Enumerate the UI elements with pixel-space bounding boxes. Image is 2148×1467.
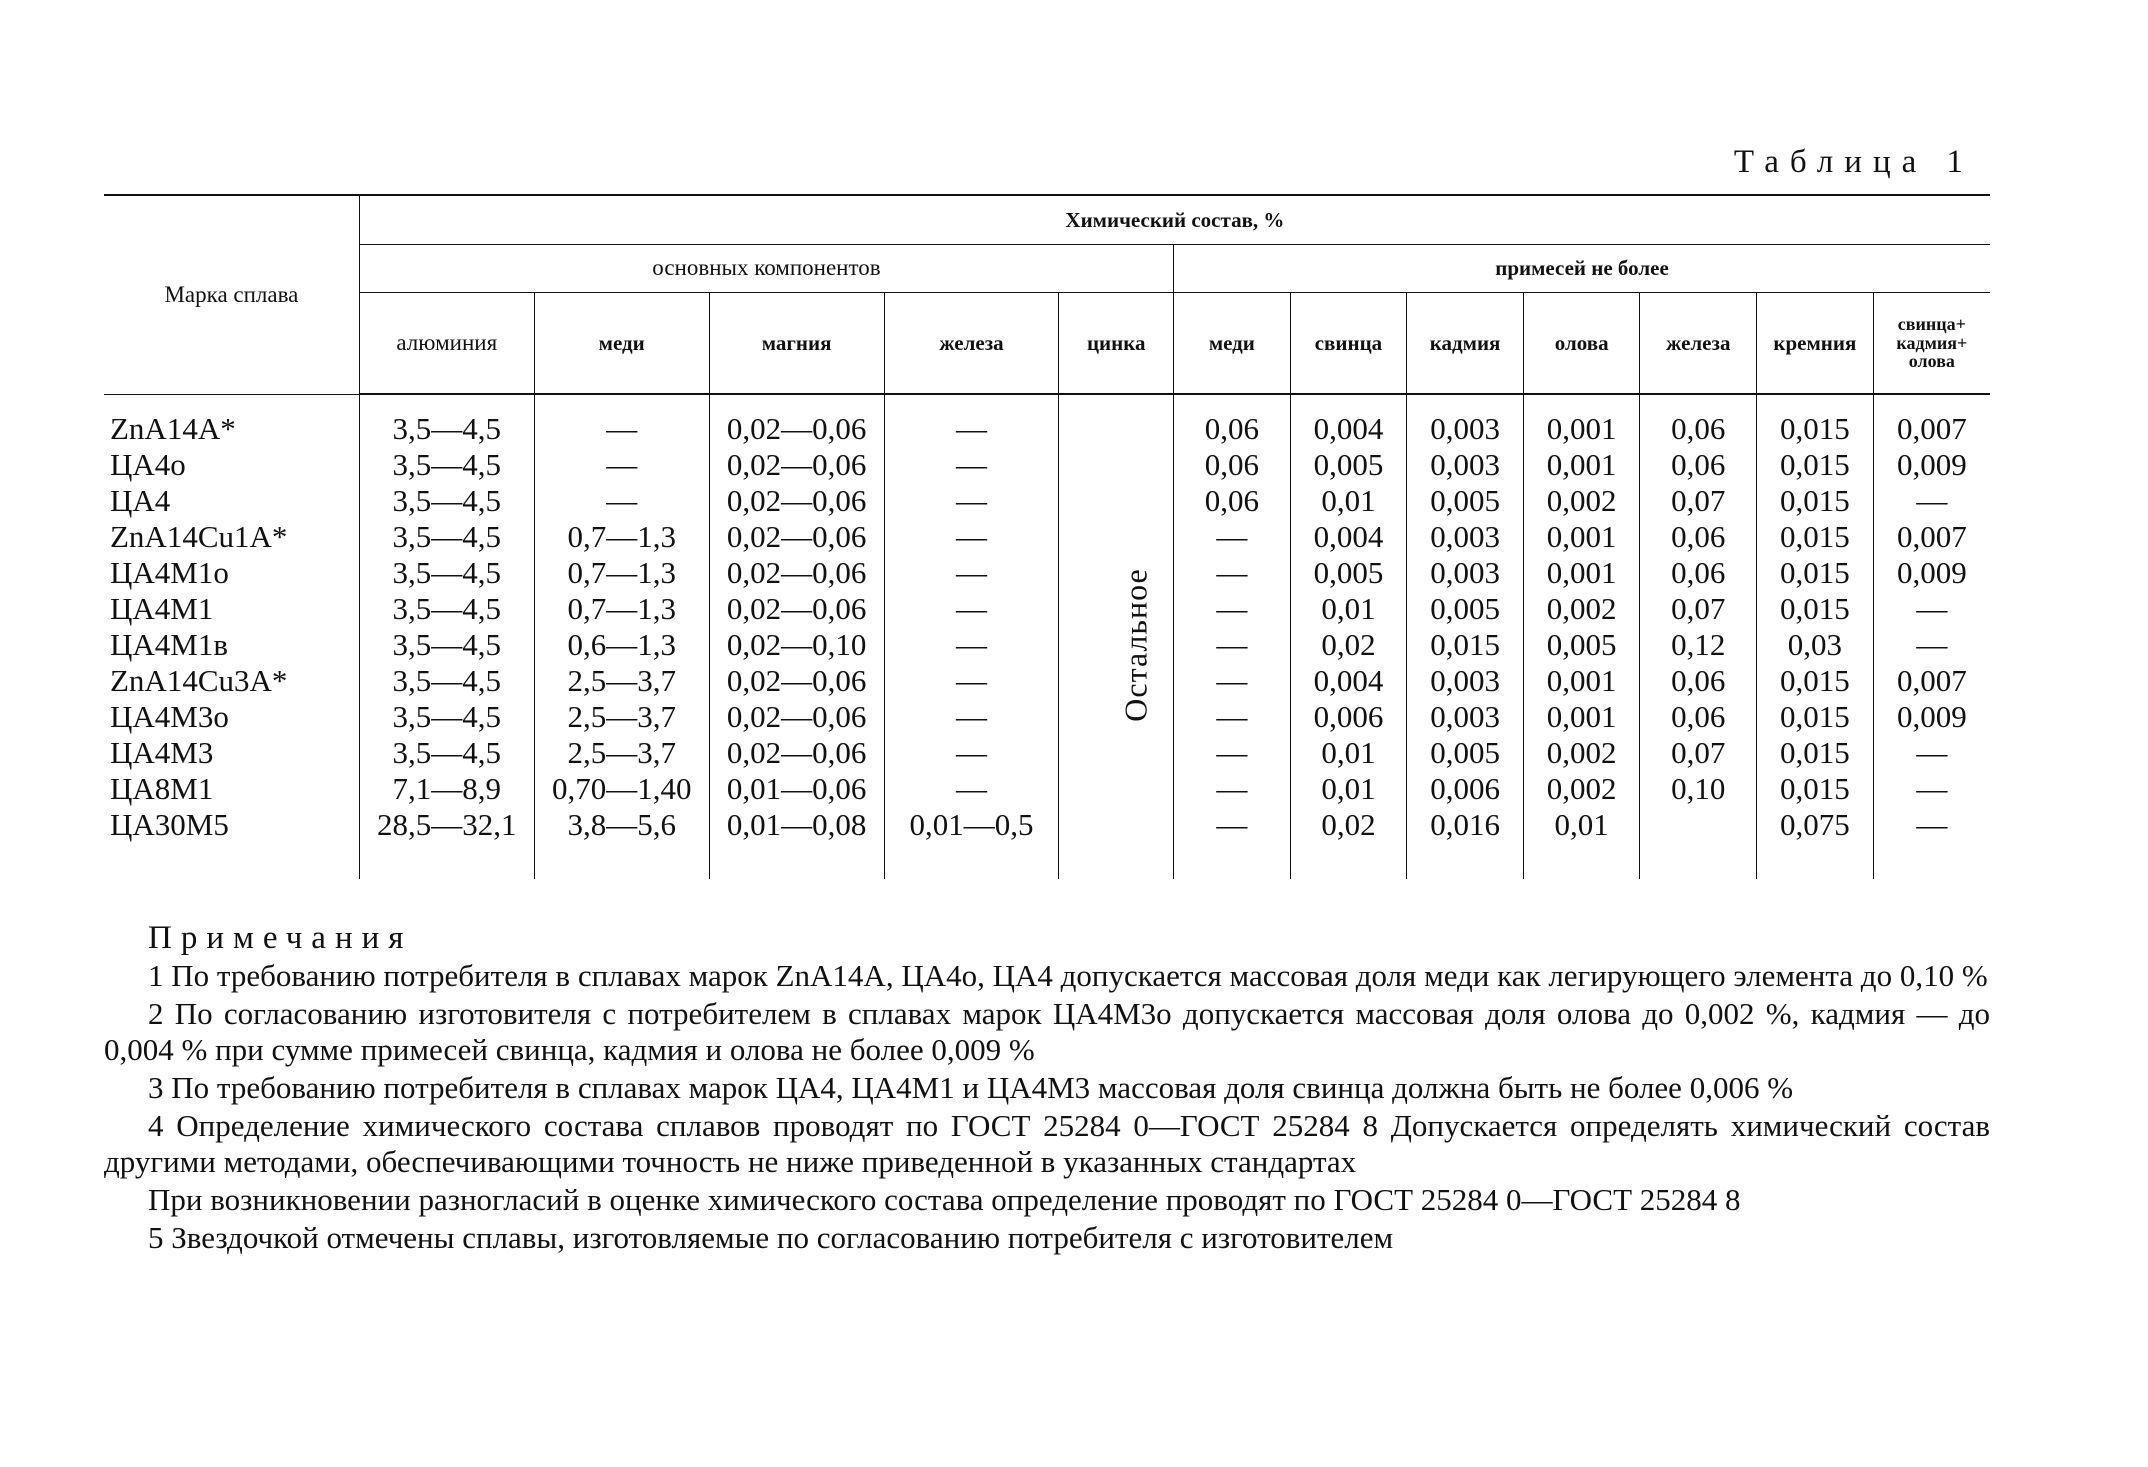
empty-cell xyxy=(1640,843,1757,879)
cell-grade: ЦА30М5 xyxy=(104,807,359,843)
cell-grade: ЦА8М1 xyxy=(104,771,359,807)
cell-copper: 2,5—3,7 xyxy=(534,663,709,699)
empty-cell xyxy=(534,843,709,879)
cell-imp-iron: 0,06 xyxy=(1640,519,1757,555)
cell-imp-copper: — xyxy=(1174,663,1291,699)
cell-iron: — xyxy=(884,394,1059,447)
note-2: 2 По согласованию изготовителя с потребителем в сплавах марок ЦА4М3о допускается массовая доля олова до 0,002 %, кадмия — до 0,004 % при сумме примесей свинца, кадмия и олова не более 0,009 % xyxy=(104,996,1990,1067)
cell-imp-cadmium: 0,015 xyxy=(1407,627,1524,663)
table-body xyxy=(104,394,1990,879)
header-magnesium: магния xyxy=(709,293,884,395)
cell-magnesium: 0,02—0,06 xyxy=(709,519,884,555)
cell-imp-tin: 0,002 xyxy=(1523,483,1640,519)
cell-imp-tin: 0,002 xyxy=(1523,735,1640,771)
cell-iron: — xyxy=(884,699,1059,735)
header-imp-tin: олова xyxy=(1523,293,1640,395)
cell-imp-sum: — xyxy=(1873,807,1990,843)
cell-imp-sum: — xyxy=(1873,771,1990,807)
table-row xyxy=(104,519,1990,555)
cell-imp-lead: 0,004 xyxy=(1290,394,1407,447)
cell-imp-iron: 0,06 xyxy=(1640,555,1757,591)
empty-cell xyxy=(1757,843,1874,879)
cell-imp-sum: 0,007 xyxy=(1873,663,1990,699)
cell-copper: 0,7—1,3 xyxy=(534,555,709,591)
cell-grade: ZnA14A* xyxy=(104,394,359,447)
cell-aluminium: 28,5—32,1 xyxy=(359,807,534,843)
cell-imp-tin: 0,001 xyxy=(1523,447,1640,483)
table-filler-row xyxy=(104,843,1990,879)
cell-magnesium: 0,02—0,06 xyxy=(709,555,884,591)
cell-aluminium: 3,5—4,5 xyxy=(359,735,534,771)
cell-imp-sum: 0,009 xyxy=(1873,699,1990,735)
cell-imp-cadmium: 0,003 xyxy=(1407,699,1524,735)
cell-imp-lead: 0,006 xyxy=(1290,699,1407,735)
cell-imp-cadmium: 0,003 xyxy=(1407,519,1524,555)
cell-grade: ЦА4 xyxy=(104,483,359,519)
empty-cell xyxy=(1873,843,1990,879)
cell-imp-lead: 0,005 xyxy=(1290,447,1407,483)
cell-aluminium: 3,5—4,5 xyxy=(359,394,534,447)
cell-grade: ZnA14Cu3A* xyxy=(104,663,359,699)
cell-grade: ЦА4М3 xyxy=(104,735,359,771)
cell-grade: ЦА4М3о xyxy=(104,699,359,735)
cell-magnesium: 0,02—0,06 xyxy=(709,447,884,483)
cell-copper: 2,5—3,7 xyxy=(534,699,709,735)
empty-cell xyxy=(1523,843,1640,879)
note-5: 5 Звездочкой отмечены сплавы, изготовляемые по согласованию потребителя с изготовителем xyxy=(148,1220,1394,1255)
cell-imp-copper: — xyxy=(1174,771,1291,807)
table-row xyxy=(104,771,1990,807)
cell-aluminium: 3,5—4,5 xyxy=(359,663,534,699)
cell-imp-cadmium: 0,003 xyxy=(1407,447,1524,483)
cell-aluminium: 3,5—4,5 xyxy=(359,627,534,663)
table-row xyxy=(104,699,1990,735)
header-zinc: цинка xyxy=(1059,293,1174,395)
cell-imp-silicon: 0,015 xyxy=(1757,591,1874,627)
cell-magnesium: 0,02—0,06 xyxy=(709,663,884,699)
cell-iron: — xyxy=(884,447,1059,483)
cell-iron: — xyxy=(884,771,1059,807)
cell-imp-silicon: 0,075 xyxy=(1757,807,1874,843)
cell-magnesium: 0,02—0,06 xyxy=(709,735,884,771)
cell-grade: ЦА4о xyxy=(104,447,359,483)
table-row xyxy=(104,807,1990,843)
cell-imp-sum: — xyxy=(1873,483,1990,519)
cell-imp-cadmium: 0,003 xyxy=(1407,555,1524,591)
header-imp-copper: меди xyxy=(1174,293,1291,395)
cell-imp-iron: 0,07 xyxy=(1640,735,1757,771)
cell-zinc xyxy=(1059,394,1174,879)
cell-imp-cadmium: 0,005 xyxy=(1407,591,1524,627)
header-chemical-composition: Химический состав, % xyxy=(359,195,1990,245)
note-1: 1 По требованию потребителя в сплавах марок ZnA14A, ЦА4о, ЦА4 допускается массовая доля меди как легирующего элемента до 0,10 % xyxy=(148,958,1988,993)
header-grade: Марка сплава xyxy=(104,195,359,394)
table-row xyxy=(104,735,1990,771)
cell-imp-copper: — xyxy=(1174,519,1291,555)
cell-magnesium: 0,02—0,06 xyxy=(709,394,884,447)
cell-imp-copper: — xyxy=(1174,699,1291,735)
note-4: 4 Определение химического состава сплавов проводят по ГОСТ 25284 0—ГОСТ 25284 8 Допускается определять химический состав другими методами, обеспечивающими точность не ниже приведенной в указанных стандартах xyxy=(104,1108,1990,1179)
notes-section xyxy=(104,920,1990,1258)
cell-imp-lead: 0,01 xyxy=(1290,771,1407,807)
cell-imp-copper: — xyxy=(1174,807,1291,843)
table-row xyxy=(104,483,1990,519)
cell-magnesium: 0,02—0,06 xyxy=(709,699,884,735)
header-imp-lead: свинца xyxy=(1290,293,1407,395)
empty-cell xyxy=(884,843,1059,879)
cell-imp-lead: 0,01 xyxy=(1290,483,1407,519)
cell-imp-tin: 0,001 xyxy=(1523,394,1640,447)
table-row xyxy=(104,591,1990,627)
cell-copper: 0,70—1,40 xyxy=(534,771,709,807)
cell-imp-sum: — xyxy=(1873,591,1990,627)
cell-iron: — xyxy=(884,591,1059,627)
cell-imp-copper: — xyxy=(1174,627,1291,663)
cell-imp-sum: 0,009 xyxy=(1873,447,1990,483)
cell-imp-silicon: 0,015 xyxy=(1757,663,1874,699)
header-copper: меди xyxy=(534,293,709,395)
cell-grade: ЦА4М1о xyxy=(104,555,359,591)
cell-imp-cadmium: 0,003 xyxy=(1407,394,1524,447)
empty-cell xyxy=(1407,843,1524,879)
cell-grade: ЦА4М1в xyxy=(104,627,359,663)
cell-iron: — xyxy=(884,627,1059,663)
header-impurities: примесей не более xyxy=(1174,245,1990,293)
cell-imp-silicon: 0,015 xyxy=(1757,447,1874,483)
cell-imp-copper: 0,06 xyxy=(1174,483,1291,519)
cell-iron: — xyxy=(884,483,1059,519)
table-row xyxy=(104,627,1990,663)
cell-imp-cadmium: 0,005 xyxy=(1407,483,1524,519)
note-3: 3 По требованию потребителя в сплавах марок ЦА4, ЦА4М1 и ЦА4М3 массовая доля свинца должна быть не более 0,006 % xyxy=(148,1070,1794,1105)
header-imp-silicon: кремния xyxy=(1757,293,1874,395)
cell-imp-iron: 0,07 xyxy=(1640,591,1757,627)
cell-aluminium: 3,5—4,5 xyxy=(359,699,534,735)
header-imp-iron: железа xyxy=(1640,293,1757,395)
cell-magnesium: 0,02—0,06 xyxy=(709,591,884,627)
empty-cell xyxy=(1290,843,1407,879)
notes-heading: Примечания xyxy=(148,920,413,956)
cell-copper: 3,8—5,6 xyxy=(534,807,709,843)
cell-iron: — xyxy=(884,555,1059,591)
cell-imp-iron: 0,06 xyxy=(1640,663,1757,699)
chemical-composition-table xyxy=(104,194,1990,879)
cell-imp-copper: — xyxy=(1174,591,1291,627)
cell-imp-sum: 0,007 xyxy=(1873,519,1990,555)
cell-imp-iron: 0,06 xyxy=(1640,394,1757,447)
cell-imp-cadmium: 0,003 xyxy=(1407,663,1524,699)
table-row xyxy=(104,394,1990,447)
cell-imp-copper: — xyxy=(1174,735,1291,771)
cell-imp-tin: 0,001 xyxy=(1523,663,1640,699)
cell-iron: — xyxy=(884,735,1059,771)
cell-imp-iron: 0,12 xyxy=(1640,627,1757,663)
header-aluminium: алюминия xyxy=(359,293,534,395)
cell-imp-sum: 0,007 xyxy=(1873,394,1990,447)
table-label: Таблица 1 xyxy=(1733,144,1974,180)
empty-cell xyxy=(1174,843,1291,879)
cell-imp-tin: 0,001 xyxy=(1523,699,1640,735)
chemical-composition-table-container xyxy=(104,194,1990,879)
cell-imp-cadmium: 0,005 xyxy=(1407,735,1524,771)
cell-imp-silicon: 0,03 xyxy=(1757,627,1874,663)
cell-imp-tin: 0,01 xyxy=(1523,807,1640,843)
header-iron: железа xyxy=(884,293,1059,395)
cell-imp-silicon: 0,015 xyxy=(1757,483,1874,519)
cell-grade: ЦА4М1 xyxy=(104,591,359,627)
cell-imp-tin: 0,001 xyxy=(1523,555,1640,591)
table-row xyxy=(104,555,1990,591)
table-row xyxy=(104,447,1990,483)
cell-aluminium: 3,5—4,5 xyxy=(359,447,534,483)
cell-copper: 2,5—3,7 xyxy=(534,735,709,771)
cell-imp-silicon: 0,015 xyxy=(1757,394,1874,447)
zinc-balance-label: Остальное xyxy=(1118,567,1155,722)
cell-copper: — xyxy=(534,483,709,519)
cell-copper: 0,7—1,3 xyxy=(534,519,709,555)
empty-cell xyxy=(709,843,884,879)
cell-imp-iron: 0,07 xyxy=(1640,483,1757,519)
cell-aluminium: 3,5—4,5 xyxy=(359,483,534,519)
cell-iron: — xyxy=(884,519,1059,555)
cell-imp-lead: 0,02 xyxy=(1290,627,1407,663)
cell-imp-sum: — xyxy=(1873,735,1990,771)
cell-aluminium: 7,1—8,9 xyxy=(359,771,534,807)
cell-imp-lead: 0,004 xyxy=(1290,519,1407,555)
cell-imp-lead: 0,005 xyxy=(1290,555,1407,591)
note-4-continuation: При возникновении разногласий в оценке химического состава определение проводят по ГОСТ 25284 0—ГОСТ 25284 8 xyxy=(148,1182,1741,1217)
cell-imp-lead: 0,02 xyxy=(1290,807,1407,843)
cell-aluminium: 3,5—4,5 xyxy=(359,519,534,555)
cell-imp-lead: 0,01 xyxy=(1290,735,1407,771)
cell-iron: 0,01—0,5 xyxy=(884,807,1059,843)
cell-imp-iron: 0,06 xyxy=(1640,447,1757,483)
cell-imp-lead: 0,004 xyxy=(1290,663,1407,699)
cell-imp-silicon: 0,015 xyxy=(1757,771,1874,807)
header-imp-sum: свинца+ кадмия+ олова xyxy=(1873,293,1990,395)
cell-imp-tin: 0,002 xyxy=(1523,591,1640,627)
cell-copper: — xyxy=(534,394,709,447)
empty-cell xyxy=(104,843,359,879)
cell-imp-silicon: 0,015 xyxy=(1757,699,1874,735)
cell-copper: 0,6—1,3 xyxy=(534,627,709,663)
cell-imp-silicon: 0,015 xyxy=(1757,735,1874,771)
empty-cell xyxy=(359,843,534,879)
cell-imp-copper: — xyxy=(1174,555,1291,591)
table-row xyxy=(104,663,1990,699)
cell-copper: 0,7—1,3 xyxy=(534,591,709,627)
cell-magnesium: 0,02—0,10 xyxy=(709,627,884,663)
header-imp-cadmium: кадмия xyxy=(1407,293,1524,395)
cell-imp-sum: — xyxy=(1873,627,1990,663)
cell-imp-silicon: 0,015 xyxy=(1757,555,1874,591)
cell-grade: ZnA14Cu1A* xyxy=(104,519,359,555)
cell-magnesium: 0,01—0,08 xyxy=(709,807,884,843)
cell-imp-iron xyxy=(1640,807,1757,843)
cell-imp-cadmium: 0,006 xyxy=(1407,771,1524,807)
cell-imp-iron: 0,10 xyxy=(1640,771,1757,807)
cell-imp-iron: 0,06 xyxy=(1640,699,1757,735)
cell-aluminium: 3,5—4,5 xyxy=(359,591,534,627)
cell-imp-lead: 0,01 xyxy=(1290,591,1407,627)
cell-copper: — xyxy=(534,447,709,483)
cell-magnesium: 0,02—0,06 xyxy=(709,483,884,519)
cell-imp-copper: 0,06 xyxy=(1174,394,1291,447)
cell-imp-copper: 0,06 xyxy=(1174,447,1291,483)
cell-imp-tin: 0,005 xyxy=(1523,627,1640,663)
cell-imp-cadmium: 0,016 xyxy=(1407,807,1524,843)
cell-imp-tin: 0,001 xyxy=(1523,519,1640,555)
cell-imp-silicon: 0,015 xyxy=(1757,519,1874,555)
cell-aluminium: 3,5—4,5 xyxy=(359,555,534,591)
cell-iron: — xyxy=(884,663,1059,699)
header-main-components: основных компонентов xyxy=(359,245,1173,293)
cell-imp-tin: 0,002 xyxy=(1523,771,1640,807)
cell-imp-sum: 0,009 xyxy=(1873,555,1990,591)
cell-magnesium: 0,01—0,06 xyxy=(709,771,884,807)
